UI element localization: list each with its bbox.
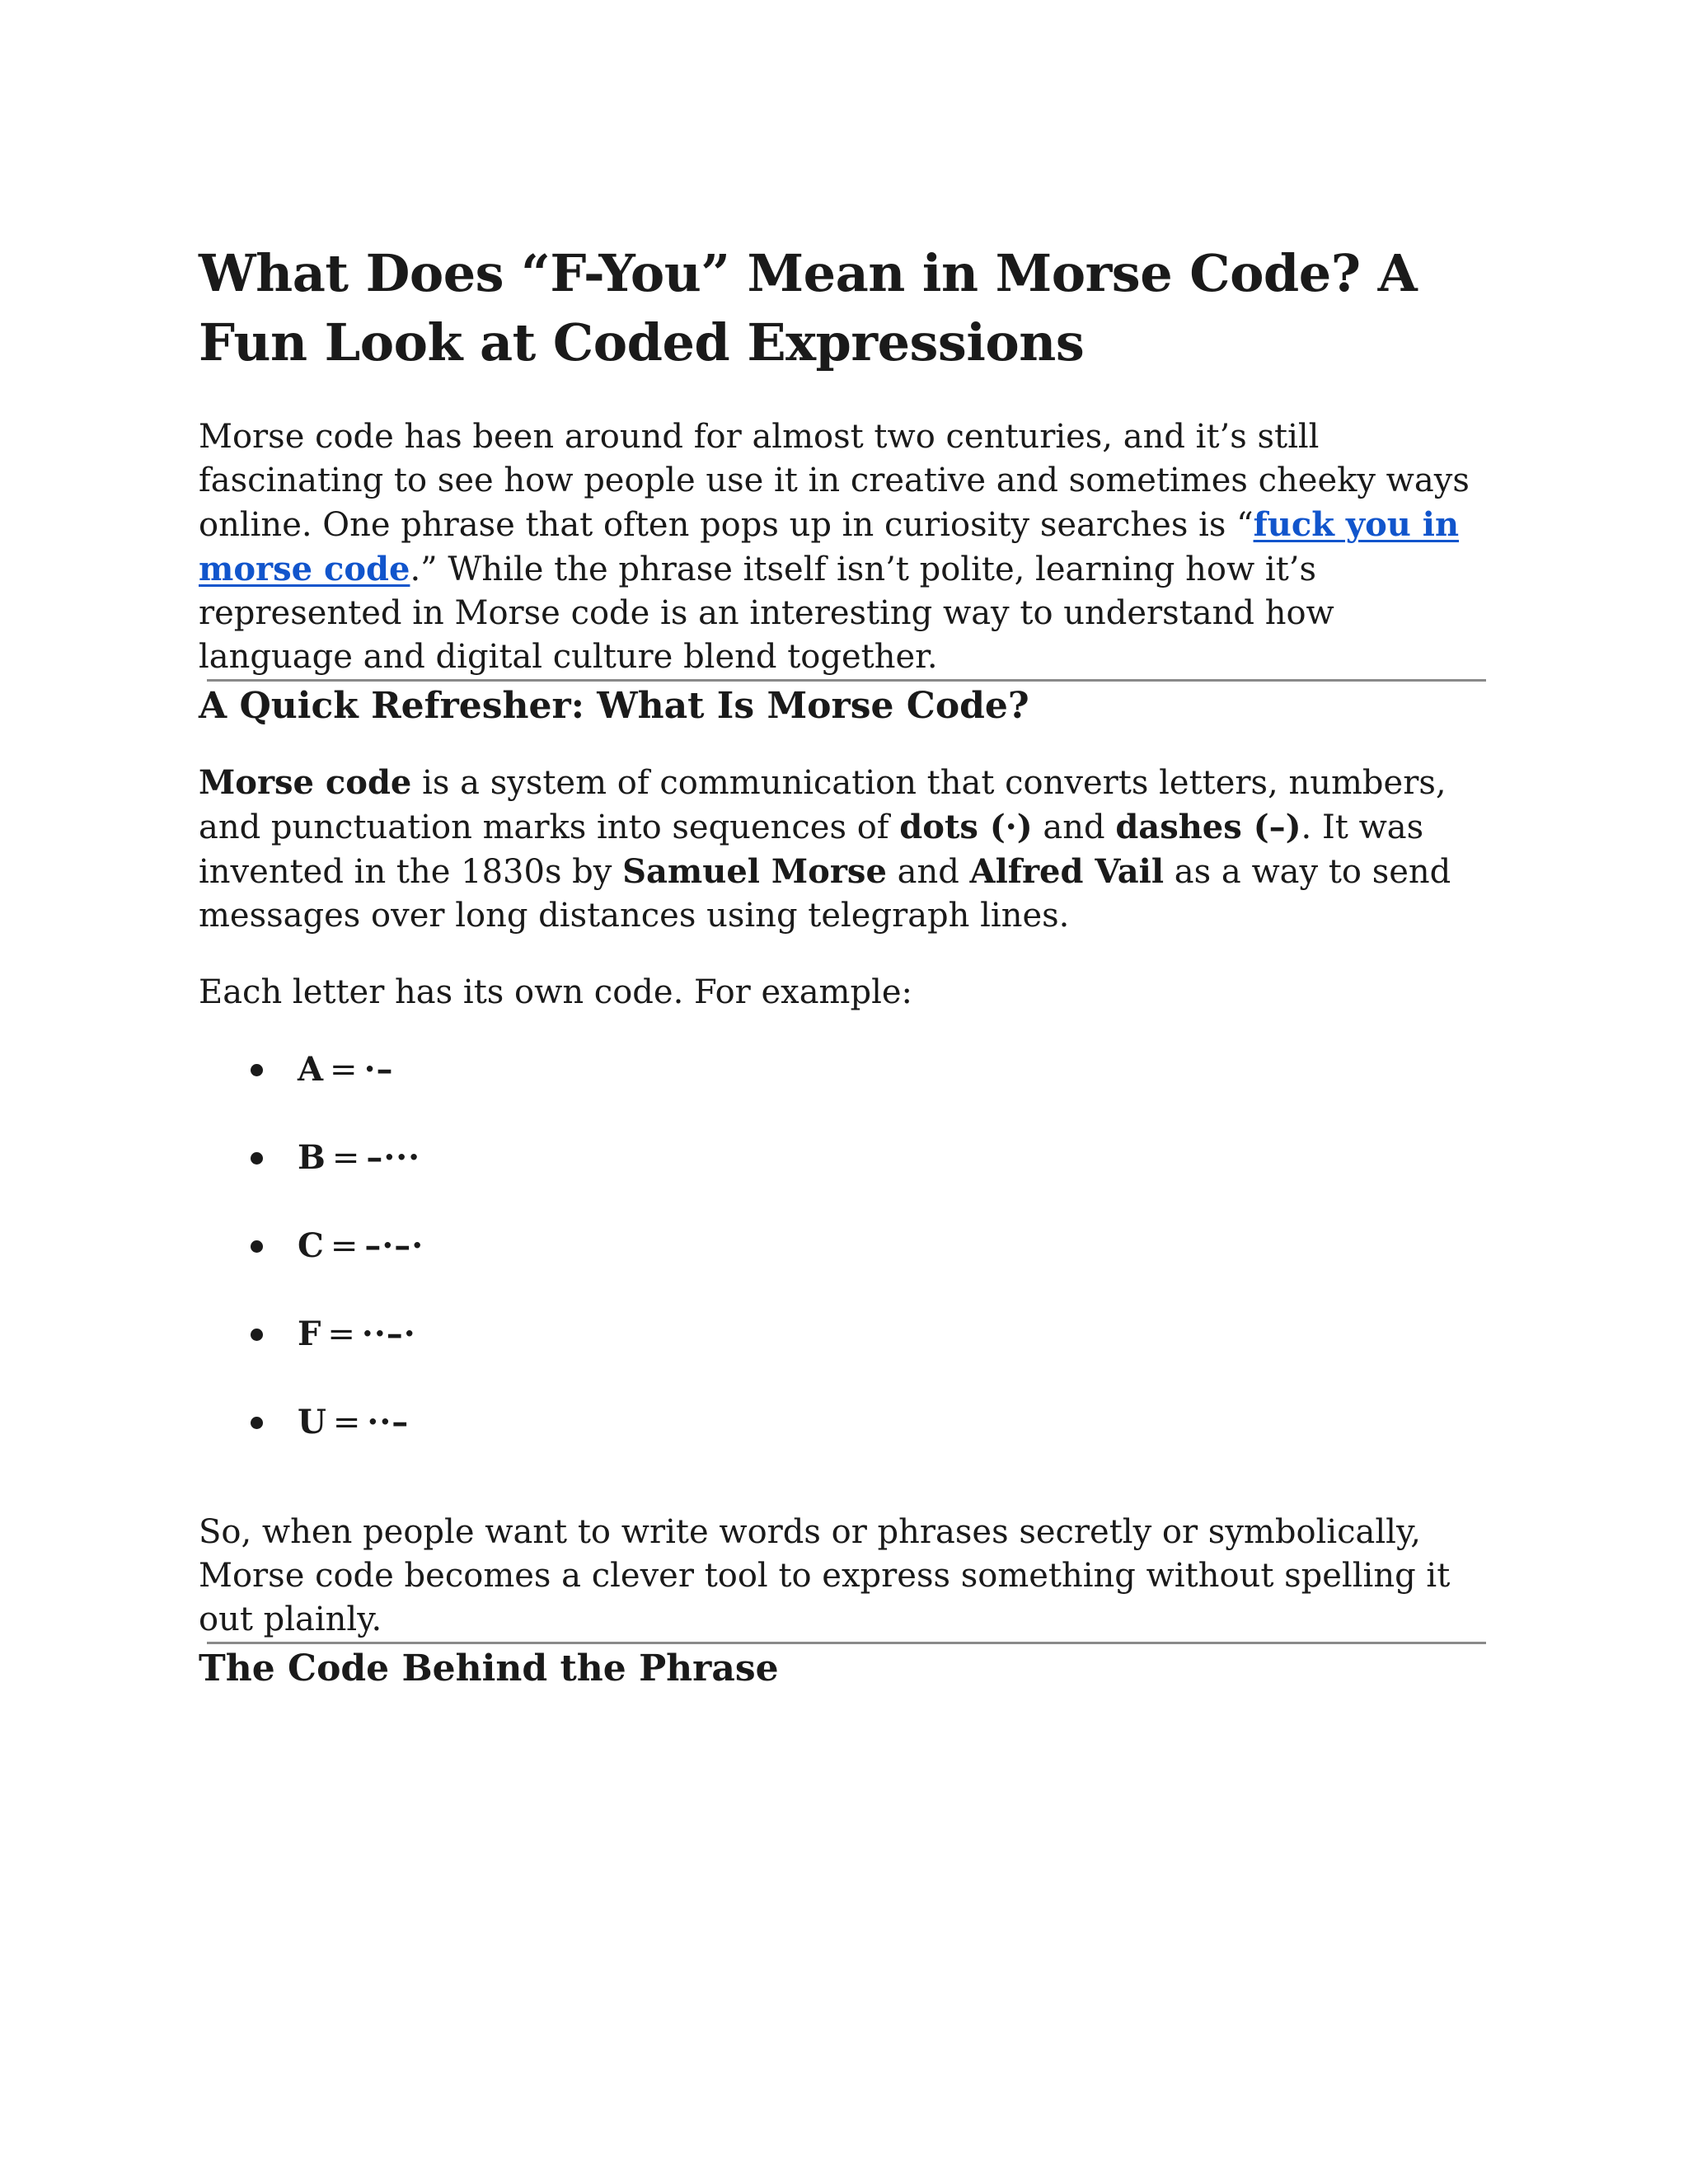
example-letter: A xyxy=(298,1050,324,1089)
bullet-icon xyxy=(251,1417,263,1429)
definition-text: as a way to send messages over long distances using telegraph lines. xyxy=(199,853,1451,935)
bullet-icon xyxy=(251,1329,263,1341)
example-letter: U xyxy=(298,1403,326,1441)
example-code: ·– xyxy=(363,1050,394,1089)
list-item xyxy=(199,1312,1493,1357)
example-equals: = xyxy=(330,1051,358,1089)
inventor-samuel-morse: Samuel Morse xyxy=(622,852,887,891)
definition-text: and xyxy=(886,853,970,891)
definition-text: is a system of communication that converts letters, numbers, and punctuation marks into sequences of xyxy=(199,764,1447,846)
inventor-alfred-vail: Alfred Vail xyxy=(969,852,1165,891)
example-equals: = xyxy=(330,1227,359,1265)
list-item xyxy=(199,1400,1493,1445)
page-title: What Does “F-You” Mean in Morse Code? A Fun Look at Coded Expressions xyxy=(199,243,1418,373)
intro-paragraph xyxy=(199,415,1493,679)
bullet-icon xyxy=(251,1152,263,1165)
document-page xyxy=(199,239,1493,1723)
term-morse-code: Morse code xyxy=(199,763,412,802)
bullet-icon xyxy=(251,1240,263,1253)
example-equals: = xyxy=(332,1404,361,1441)
example-letter: B xyxy=(298,1138,326,1177)
outro-paragraph: So, when people want to write words or phrases secretly or symbolically, Morse code becomes a clever tool to express something without spelling it out plainly. xyxy=(199,1513,1451,1638)
morse-examples-list xyxy=(199,1047,1493,1445)
definition-paragraph xyxy=(199,761,1493,938)
bullet-icon xyxy=(251,1064,263,1076)
example-code: ··–· xyxy=(361,1315,416,1353)
list-item xyxy=(199,1136,1493,1180)
term-dots: dots (·) xyxy=(899,808,1033,846)
example-code: –·–· xyxy=(364,1226,424,1265)
intro-text-before-link: Morse code has been around for almost two centuries, and it’s still fascinating to see how people use it in creative and sometimes cheeky ways online. One phrase that often pops up in curiosity searches is “ xyxy=(199,418,1470,544)
term-dashes: dashes (–) xyxy=(1115,808,1301,846)
definition-text: and xyxy=(1032,808,1116,846)
section-heading-refresher: A Quick Refresher: What Is Morse Code? xyxy=(199,685,1029,727)
definition-text: . It was invented in the 1830s by xyxy=(199,808,1424,891)
intro-text-after-link: .” While the phrase itself isn’t polite, learning how it’s represented in Morse code is an interesting way to understand how language and digital culture blend together. xyxy=(199,551,1334,676)
examples-lead: Each letter has its own code. For example: xyxy=(199,973,913,1011)
example-equals: = xyxy=(327,1315,355,1353)
example-code: ··– xyxy=(367,1403,410,1441)
morse-phrase-link[interactable]: fuck you in morse code xyxy=(199,505,1460,588)
example-code: –··· xyxy=(366,1138,421,1177)
list-item xyxy=(199,1224,1493,1268)
example-letter: F xyxy=(298,1315,321,1353)
example-letter: C xyxy=(298,1226,324,1265)
list-item xyxy=(199,1047,1493,1092)
section-heading-code-behind: The Code Behind the Phrase xyxy=(199,1647,779,1690)
example-equals: = xyxy=(331,1139,360,1177)
